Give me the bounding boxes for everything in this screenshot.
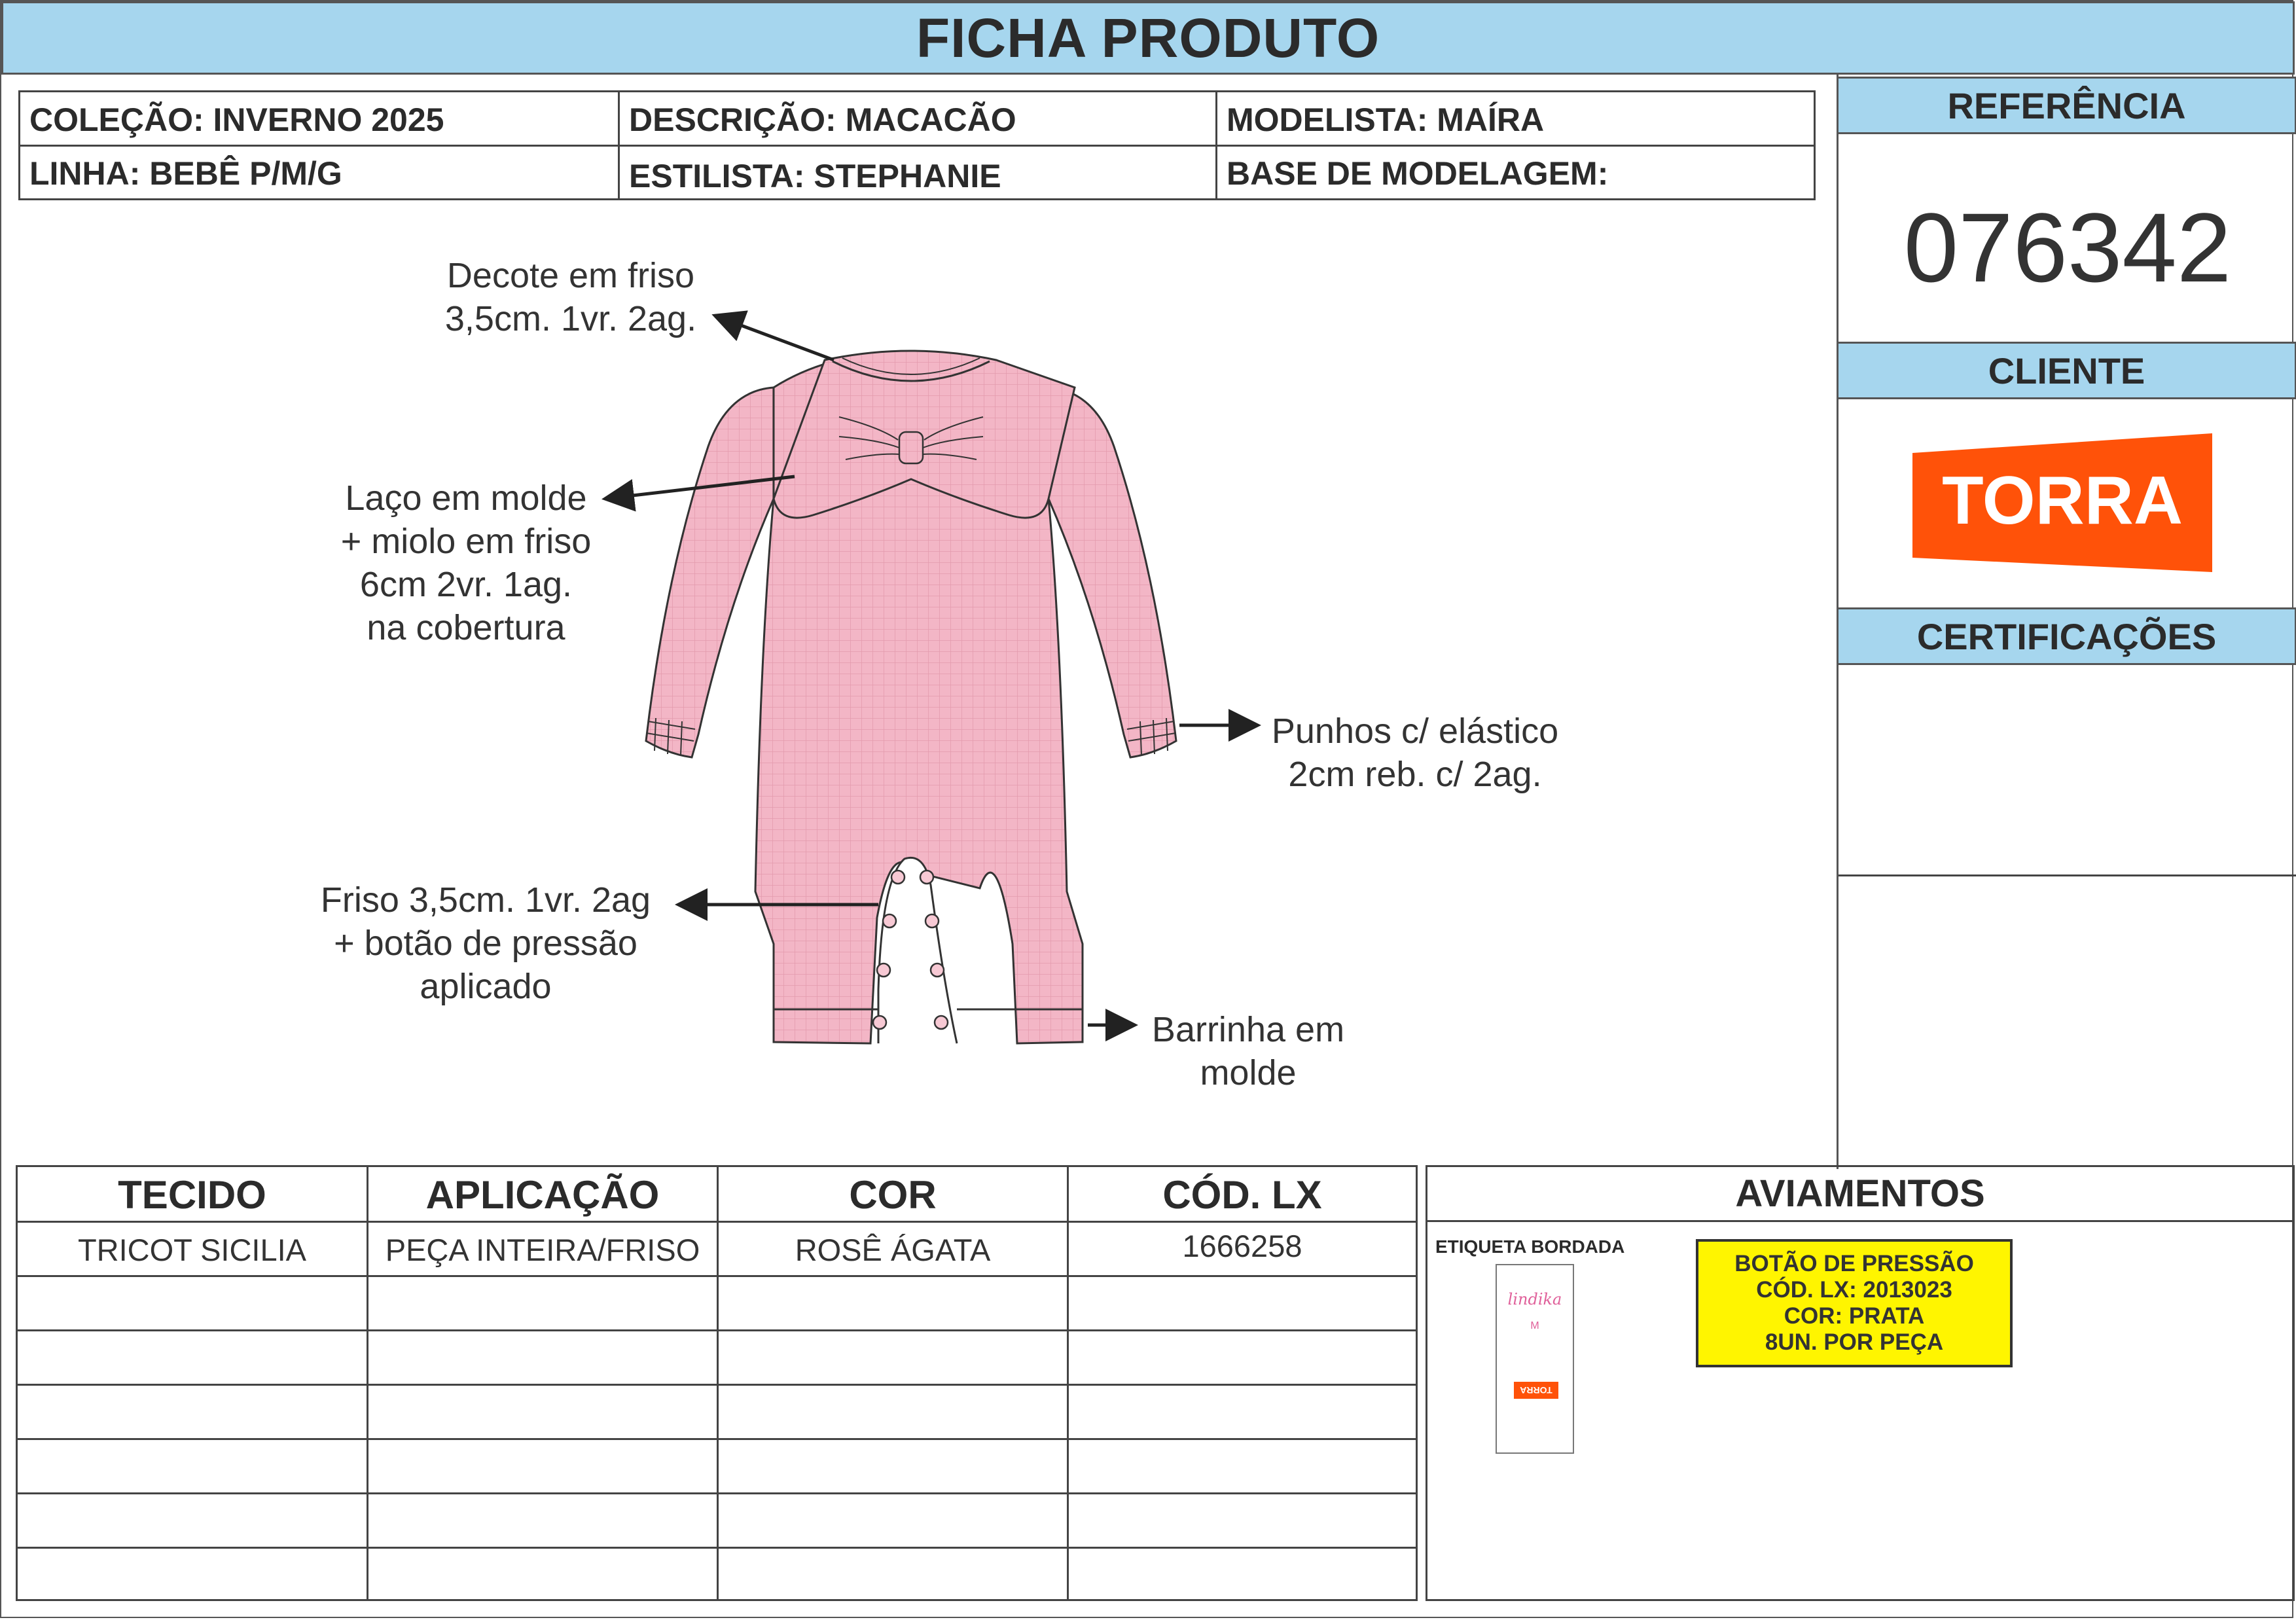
header-aplicacao: APLICAÇÃO <box>425 1172 660 1217</box>
tag-brand: lindika <box>1507 1290 1562 1308</box>
aviamentos-title: AVIAMENTOS <box>1427 1167 2293 1222</box>
cell-aplicacao: PEÇA INTEIRA/FRISO <box>385 1232 700 1267</box>
descricao-field: DESCRIÇÃO: MACACÃO <box>629 101 1016 138</box>
embroidered-label-image <box>1496 1264 1574 1454</box>
referencia-value: 076342 <box>1903 192 2232 302</box>
callout-friso: Friso 3,5cm. 1vr. 2ag + botão de pressão aplicado <box>320 880 651 1006</box>
modelista-field: MODELISTA: MAÍRA <box>1227 101 1545 138</box>
colecao-field: COLEÇÃO: INVERNO 2025 <box>29 101 444 138</box>
etiqueta-label: ETIQUETA BORDADA <box>1435 1236 1625 1257</box>
referencia-header: REFERÊNCIA <box>1837 77 2296 134</box>
page-title: FICHA PRODUTO <box>1 1 2295 75</box>
base-modelagem-field: BASE DE MODELAGEM: <box>1227 155 1609 192</box>
callout-punhos: Punhos c/ elástico 2cm reb. c/ 2ag. <box>1271 712 1559 794</box>
fabric-table <box>16 1165 1418 1601</box>
aviamentos-panel <box>1426 1165 2295 1601</box>
callout-decote: Decote em friso 3,5cm. 1vr. 2ag. <box>444 256 697 338</box>
arrow-laco <box>605 477 795 499</box>
cell-tecido: TRICOT SICILIA <box>77 1232 307 1267</box>
header-cor: COR <box>849 1172 937 1217</box>
header-tecido: TECIDO <box>118 1172 266 1217</box>
cell-cor: ROSÊ ÁGATA <box>795 1232 991 1267</box>
callout-laco: Laço em molde + miolo em friso 6cm 2vr. 1ag. na cobertura <box>340 478 592 647</box>
torra-logo-text: TORRA <box>1942 463 2183 539</box>
callout-barrinha: Barrinha em molde <box>1151 1010 1345 1092</box>
tag-torra-logo: TORRA <box>1514 1382 1558 1399</box>
cliente-header: CLIENTE <box>1837 342 2296 399</box>
certificacoes-header: CERTIFICAÇÕES <box>1837 607 2296 665</box>
header-cod-lx: CÓD. LX <box>1162 1172 1322 1217</box>
linha-field: LINHA: BEBÊ P/M/G <box>29 155 342 192</box>
estilista-field: ESTILISTA: STEPHANIE <box>629 158 1001 194</box>
arrow-decote <box>715 315 834 360</box>
tag-size: M <box>1530 1320 1539 1331</box>
botao-pressao-box: BOTÃO DE PRESSÃO CÓD. LX: 2013023 COR: PRATA 8UN. POR PEÇA <box>1696 1239 2013 1367</box>
cell-cod-lx: 1666258 <box>1182 1228 1302 1263</box>
